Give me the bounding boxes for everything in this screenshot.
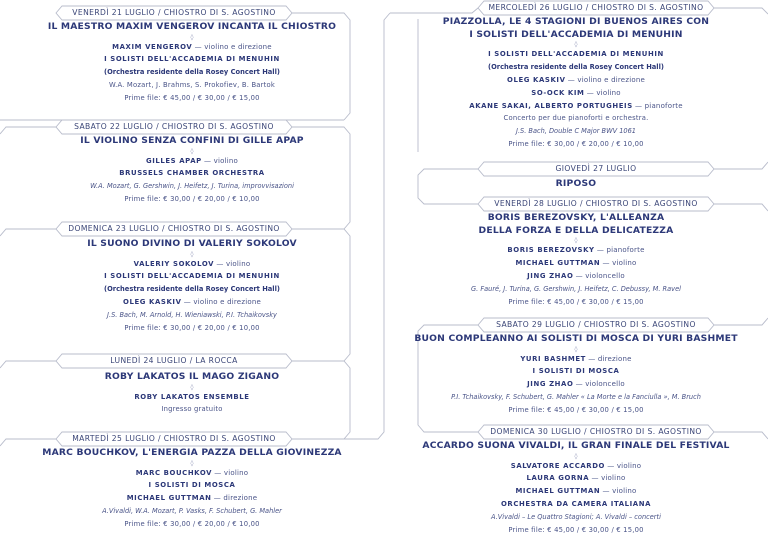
program: P.I. Tchaikovsky, F. Schubert, G. Mahler « La Morte e la Fanciulla », M. Bruch	[451, 393, 701, 402]
event-28	[384, 212, 768, 308]
event-27	[384, 178, 768, 191]
separator-icon: ◊	[574, 452, 578, 460]
event-25	[0, 447, 384, 531]
performer: SO-OCK KIM — violino	[531, 88, 621, 97]
performer: AKANE SAKAI, ALBERTO PORTUGHEIS — pianoforte	[469, 101, 683, 110]
performer: YURI BASHMET — direzione	[520, 354, 632, 363]
separator-icon: ◊	[574, 237, 578, 244]
event-date-23: DOMENICA 23 LUGLIO / CHIOSTRO DI S. AGOSTINO	[68, 224, 280, 233]
event-title: ACCARDO SUONA VIVALDI, IL GRAN FINALE DEL FESTIVAL	[422, 440, 730, 451]
performer: I SOLISTI DELL'ACCADEMIA DI MENUHIN	[104, 272, 280, 281]
performer: MICHAEL GUTTMAN — violino	[515, 258, 637, 267]
event-title: IL MAESTRO MAXIM VENGEROV INCANTA IL CHIOSTRO	[47, 21, 337, 32]
event-date-22: SABATO 22 LUGLIO / CHIOSTRO DI S. AGOSTINO	[74, 122, 274, 131]
performer: OLEG KASKIV — violino e direzione	[507, 75, 645, 84]
performer: I SOLISTI DI MOSCA	[148, 481, 236, 490]
price: Prime file: € 30,00 / € 20,00 / € 10,00	[508, 140, 644, 149]
event-23	[0, 238, 384, 335]
event-date-28: VENERDÌ 28 LUGLIO / CHIOSTRO DI S. AGOSTINO	[494, 199, 698, 208]
event-29	[384, 333, 768, 417]
separator-icon: ◊	[190, 383, 194, 391]
performer: JING ZHAO — violoncello	[527, 380, 625, 389]
performer: MARC BOUCHKOV — violino	[135, 468, 249, 477]
event-title: MARC BOUCHKOV, L'ENERGIA PAZZA DELLA GIOVINEZZA	[42, 447, 342, 458]
price: Prime file: € 45,00 / € 30,00 / € 15,00	[508, 406, 644, 415]
performer: MICHAEL GUTTMAN — violino	[515, 487, 637, 496]
performer-note: (Orchestra residente della Rosey Concert Hall)	[104, 285, 280, 294]
event-24	[0, 371, 384, 416]
event-21	[0, 21, 384, 105]
event-22	[0, 135, 384, 206]
event-title: IL SUONO DIVINO DI VALERIY SOKOLOV	[87, 238, 297, 249]
event-date-27: GIOVEDÌ 27 LUGLIO	[555, 164, 637, 173]
program: A.Vivaldi, W.A. Mozart, P. Vasks, F. Schubert, G. Mahler	[102, 507, 282, 516]
performer: GILLES APAP — violino	[145, 156, 239, 165]
performer: LAURA GORNA — violino	[526, 474, 626, 483]
event-title-line: I SOLISTI DELL'ACCADEMIA DI MENUHIN	[469, 28, 683, 40]
performer: I SOLISTI DELL'ACCADEMIA DI MENUHIN	[104, 55, 280, 64]
event-30	[384, 440, 768, 537]
price: Ingresso gratuito	[161, 405, 223, 414]
price: Prime file: € 30,00 / € 20,00 / € 10,00	[124, 323, 260, 332]
separator-icon: ◊	[190, 250, 194, 258]
performer: OLEG KASKIV — violino e direzione	[123, 298, 261, 307]
performer: ORCHESTRA DA CAMERA ITALIANA	[500, 500, 652, 509]
program: A.Vivaldi – Le Quattro Stagioni; A. Vivaldi – concerti	[491, 513, 661, 522]
separator-icon: ◊	[190, 459, 194, 467]
event-title-line: PIAZZOLLA, LE 4 STAGIONI DI BUENOS AIRES CON	[442, 16, 710, 27]
performer: I SOLISTI DELL'ACCADEMIA DI MENUHIN	[488, 50, 664, 58]
event-26	[384, 16, 768, 151]
event-date-29: SABATO 29 LUGLIO / CHIOSTRO DI S. AGOSTINO	[496, 320, 696, 329]
performer: MICHAEL GUTTMAN — direzione	[126, 494, 258, 503]
price: Prime file: € 45,00 / € 30,00 / € 15,00	[508, 297, 644, 306]
performer: BRUSSELS CHAMBER ORCHESTRA	[119, 169, 265, 178]
performer: SALVATORE ACCARDO — violino	[510, 461, 642, 470]
separator-icon: ◊	[574, 41, 578, 48]
event-date-25: MARTEDÌ 25 LUGLIO / CHIOSTRO DI S. AGOSTINO	[72, 434, 276, 443]
separator-icon: ◊	[190, 147, 194, 155]
price: Prime file: € 45,00 / € 30,00 / € 15,00	[508, 525, 644, 534]
performer: ROBY LAKATOS ENSEMBLE	[134, 392, 250, 401]
right-column	[384, 0, 768, 545]
program: J.S. Bach, M. Arnold, H. Wieniawski, P.I. Tchaikovsky	[107, 311, 277, 320]
price: Prime file: € 45,00 / € 30,00 / € 15,00	[124, 94, 260, 103]
program-description: Concerto per due pianoforti e orchestra.	[503, 114, 649, 123]
event-date-24: LUNEDÌ 24 LUGLIO / LA ROCCA	[110, 356, 238, 365]
performer: I SOLISTI DI MOSCA	[532, 367, 620, 376]
event-title-line: DELLA FORZA E DELLA DELICATEZZA	[478, 224, 674, 236]
event-date-21: VENERDÌ 21 LUGLIO / CHIOSTRO DI S. AGOSTINO	[72, 8, 276, 17]
event-title-line: BORIS BEREZOVSKY, L'ALLEANZA	[487, 212, 665, 223]
separator-icon: ◊	[190, 33, 194, 41]
event-title: IL VIOLINO SENZA CONFINI DI GILLE APAP	[80, 135, 304, 146]
event-date-26: MERCOLEDÌ 26 LUGLIO / CHIOSTRO DI S. AGOSTINO	[488, 3, 704, 12]
event-title: BUON COMPLEANNO AI SOLISTI DI MOSCA DI YURI BASHMET	[414, 333, 738, 344]
program: W.A. Mozart, G. Gershwin, J. Heifetz, J. Turina, improvvisazioni	[90, 182, 294, 191]
program: W.A. Mozart, J. Brahms, S. Prokofiev, B. Bartok	[108, 81, 276, 90]
performer: MAXIM VENGEROV — violino e direzione	[112, 42, 272, 51]
performer: JING ZHAO — violoncello	[527, 271, 625, 280]
program: J.S. Bach, Double C Major BWV 1061	[516, 127, 636, 136]
price: Prime file: € 30,00 / € 20,00 / € 10,00	[124, 520, 260, 529]
program: G. Fauré, J. Turina, G. Gershwin, J. Heifetz, C. Debussy, M. Ravel	[471, 284, 681, 293]
performer: VALERIY SOKOLOV — violino	[133, 259, 251, 268]
price: Prime file: € 30,00 / € 20,00 / € 10,00	[124, 195, 260, 204]
performer-note: (Orchestra residente della Rosey Concert Hall)	[104, 68, 280, 77]
event-date-30: DOMENICA 30 LUGLIO / CHIOSTRO DI S. AGOSTINO	[490, 427, 702, 436]
performer-note: (Orchestra residente della Rosey Concert Hall)	[488, 62, 664, 71]
event-title: ROBY LAKATOS IL MAGO ZIGANO	[104, 371, 280, 382]
performer: BORIS BEREZOVSKY — pianoforte	[507, 246, 645, 254]
separator-icon: ◊	[574, 345, 578, 353]
event-title: RIPOSO	[555, 178, 597, 189]
